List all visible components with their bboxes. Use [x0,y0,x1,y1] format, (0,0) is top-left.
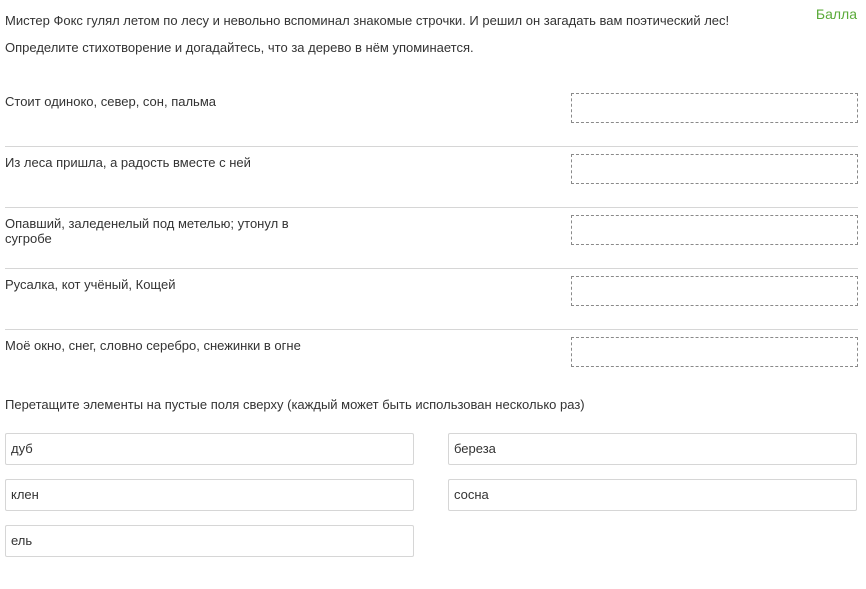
drag-option-birch[interactable]: береза [448,433,857,465]
drop-zone[interactable] [571,215,858,245]
match-row [5,269,858,330]
instruction-text: Определите стихотворение и догадайтесь, что за дерево в нём упоминается. [5,40,474,55]
drag-option-maple[interactable]: клен [5,479,414,511]
drop-zone[interactable] [571,276,858,306]
drag-option-oak[interactable]: дуб [5,433,414,465]
drag-option-pine[interactable]: сосна [448,479,857,511]
row-text: Моё окно, снег, словно серебро, снежинки в огне [5,338,301,353]
intro-text: Мистер Фокс гулял летом по лесу и невольно вспоминал знакомые строчки. И решил он загадать вам поэтический лес! [5,13,730,28]
drop-zone[interactable] [571,154,858,184]
match-row [5,208,858,269]
drag-hint: Перетащите элементы на пустые поля сверху (каждый может быть использован несколько раз) [5,397,585,412]
drop-zone[interactable] [571,337,858,367]
match-row [5,330,858,390]
match-rows [5,86,858,390]
row-text: Русалка, кот учёный, Кощей [5,277,176,292]
row-text: Из леса пришла, а радость вместе с ней [5,155,251,170]
row-text: Опавший, заледенелый под метелью; утонул в сугробе [5,216,289,246]
drop-zone[interactable] [571,93,858,123]
score-label: Балла [815,6,857,22]
drag-option-spruce[interactable]: ель [5,525,414,557]
match-row [5,147,858,208]
row-text: Стоит одиноко, север, сон, пальма [5,94,216,109]
match-row [5,86,858,147]
